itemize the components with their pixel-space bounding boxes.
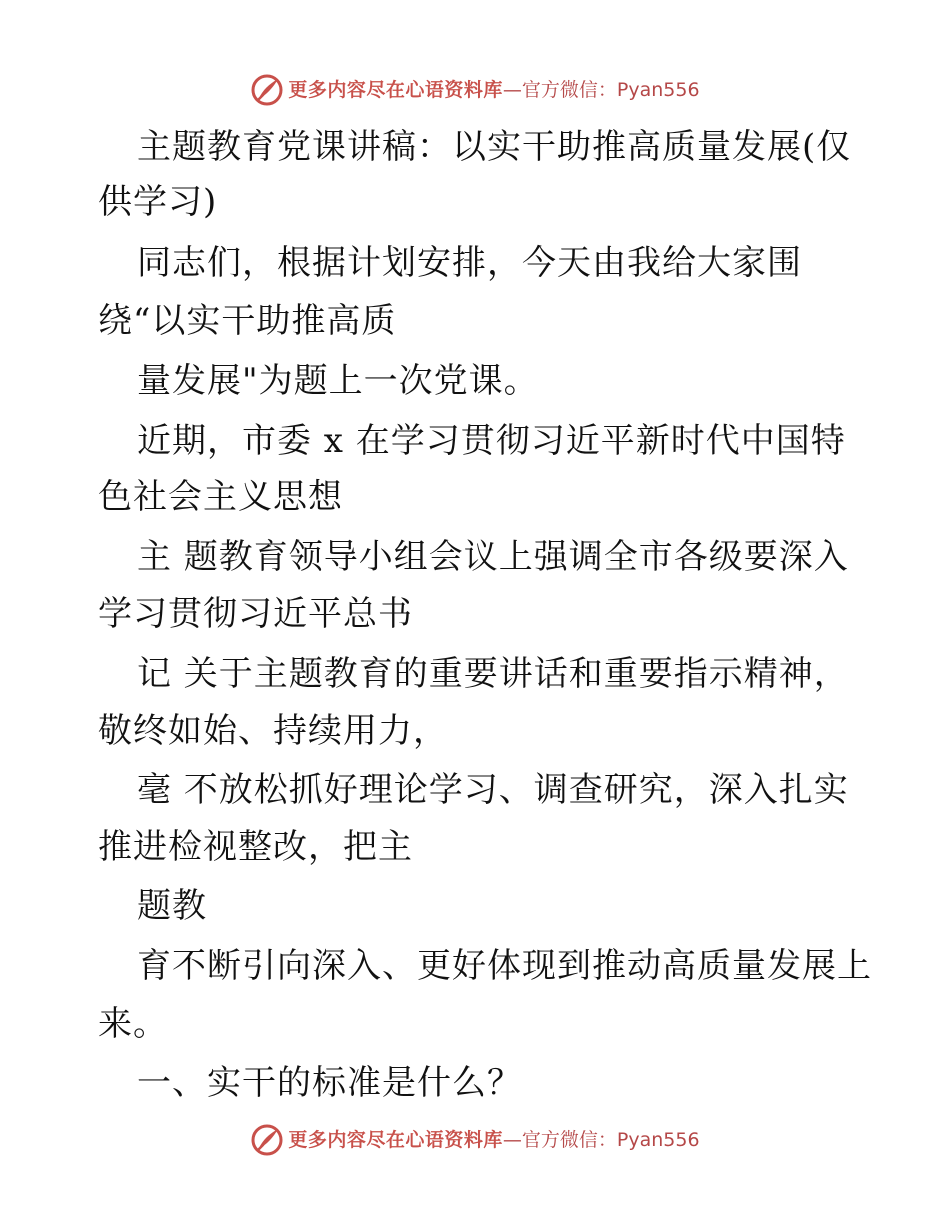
text-line: 同志们，根据计划安排，今天由我给大家围 bbox=[137, 243, 802, 283]
text-line: 题教 bbox=[137, 886, 207, 926]
watermark-brand: 更多内容尽在心语资料库 bbox=[288, 1128, 503, 1151]
section-heading: 一、实干的标准是什么？ bbox=[137, 1063, 522, 1103]
text-line: 量发展"为题上一次党课。 bbox=[137, 361, 539, 401]
text-line: 推进检视整改，把主 bbox=[98, 827, 413, 867]
text-line: 主 题教育领导小组会议上强调全市各级要深入 bbox=[137, 537, 849, 577]
footer-watermark bbox=[0, 1120, 950, 1160]
quill-logo-icon bbox=[250, 1123, 284, 1157]
text-line: 毫 不放松抓好理论学习、调查研究，深入扎实 bbox=[137, 770, 849, 810]
text-line: 绕“以实干助推高质 bbox=[98, 301, 397, 341]
text-line: 记 关于主题教育的重要讲话和重要指示精神， bbox=[137, 654, 849, 694]
text-line: 近期，市委 x 在学习贯彻习近平新时代中国特 bbox=[137, 421, 846, 461]
text-line: 学习贯彻习近平总书 bbox=[98, 594, 413, 634]
text-line: 供学习) bbox=[98, 182, 218, 222]
watermark-wechat: —官方微信：Pyan556 bbox=[502, 78, 700, 101]
text-line: 来。 bbox=[98, 1004, 168, 1044]
quill-logo-icon bbox=[250, 73, 284, 107]
text-line: 主题教育党课讲稿：以实干助推高质量发展(仅 bbox=[137, 127, 852, 167]
watermark-brand: 更多内容尽在心语资料库 bbox=[288, 78, 503, 101]
text-line: 色社会主义思想 bbox=[98, 477, 343, 517]
watermark-wechat: —官方微信：Pyan556 bbox=[502, 1128, 700, 1151]
text-line: 育不断引向深入、更好体现到推动高质量发展上 bbox=[137, 946, 872, 986]
header-watermark bbox=[0, 70, 950, 110]
text-line: 敬终如始、持续用力， bbox=[98, 711, 448, 751]
